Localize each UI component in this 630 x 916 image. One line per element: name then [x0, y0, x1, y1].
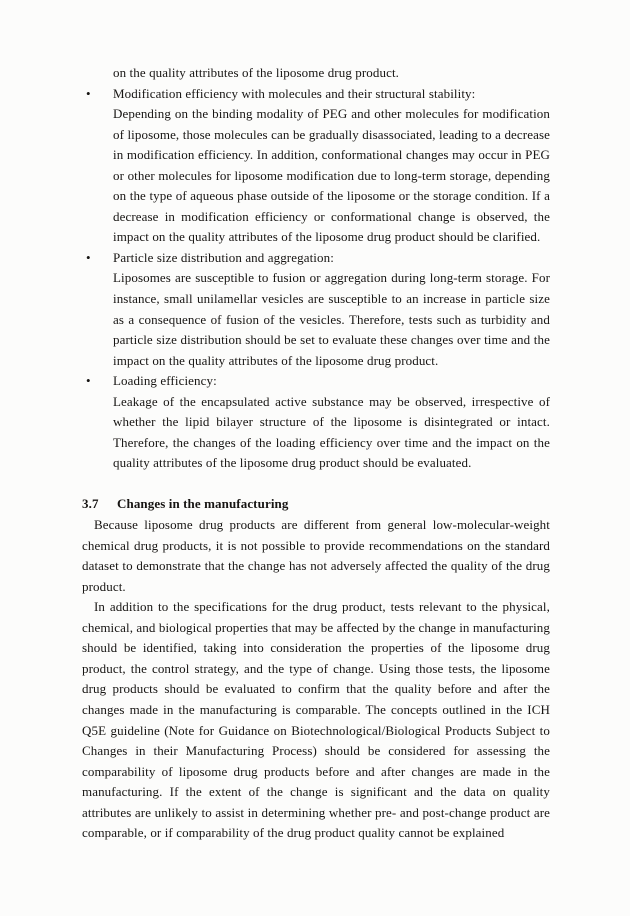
page-content	[82, 63, 550, 844]
bullet-label: Loading efficiency:	[113, 373, 217, 389]
bullet-body: Liposomes are susceptible to fusion or aggregation during long-term storage. For instance, small unilamellar vesicles are susceptible to an increase in particle size as a consequence of fusion of the vesicles. Therefore, tests such as turbidity and particle size distribution should be set to evaluate these changes over time and the impact on the quality attributes of the liposome drug product.	[113, 270, 550, 368]
bullet-icon: •	[86, 249, 91, 265]
section-paragraph: Because liposome drug products are different from general low-molecular-weight chemical drug products, it is not possible to provide recommendations on the standard dataset to demonstrate that the change has not adversely affected the quality of the drug product.	[82, 517, 550, 594]
bullet-item-particle-size	[82, 248, 550, 371]
bullet-label: Particle size distribution and aggregation:	[113, 249, 334, 265]
bullet-icon: •	[86, 85, 91, 101]
section-heading	[82, 494, 550, 515]
bullet-body: Depending on the binding modality of PEG and other molecules for modification of liposome, those molecules can be gradually disassociated, leading to a decrease in modification efficiency. In addition, conformational changes may occur in PEG or other molecules for liposome modification due to long-term storage, depending on the type of aqueous phase outside of the liposome or the storage condition. If a decrease in modification efficiency or conformational change is observed, the impact on the quality attributes of the liposome drug product should be clarified.	[113, 106, 550, 245]
section-number: 3.7	[82, 496, 99, 512]
bullet-label: Modification efficiency with molecules and their structural stability:	[113, 85, 476, 101]
section-paragraph: In addition to the specifications for the drug product, tests relevant to the physical, chemical, and biological properties that may be affected by the change in manufacturing should be identified, taking into consideration the properties of the liposome drug product, the control strategy, and the type of change. Using those tests, the liposome drug products should be evaluated to confirm that the quality before and after the changes made in the manufacturing is comparable. The concepts outlined in the ICH Q5E guideline (Note for Guidance on Biotechnological/Biological Products Subject to Changes in their Manufacturing Process) should be considered for assessing the comparability of liposome drug products before and after changes are made in the manufacturing. If the extent of the change is significant and the data on quality attributes are unlikely to assist in determining whether pre- and post-change product are comparable, or if comparability of the drug product quality cannot be explained	[82, 599, 550, 841]
bullet-item-loading-efficiency	[82, 371, 550, 474]
bullet-item-modification-efficiency	[82, 84, 550, 248]
bullet-body: Leakage of the encapsulated active substance may be observed, irrespective of whether the lipid bilayer structure of the liposome is disintegrated or intact. Therefore, the changes of the loading efficiency over time and the impact on the quality attributes of the liposome drug product should be evaluated.	[113, 393, 550, 471]
continuation-paragraph: on the quality attributes of the liposome drug product.	[113, 65, 400, 80]
section-title: Changes in the manufacturing	[117, 496, 289, 512]
bullet-icon: •	[86, 373, 91, 389]
